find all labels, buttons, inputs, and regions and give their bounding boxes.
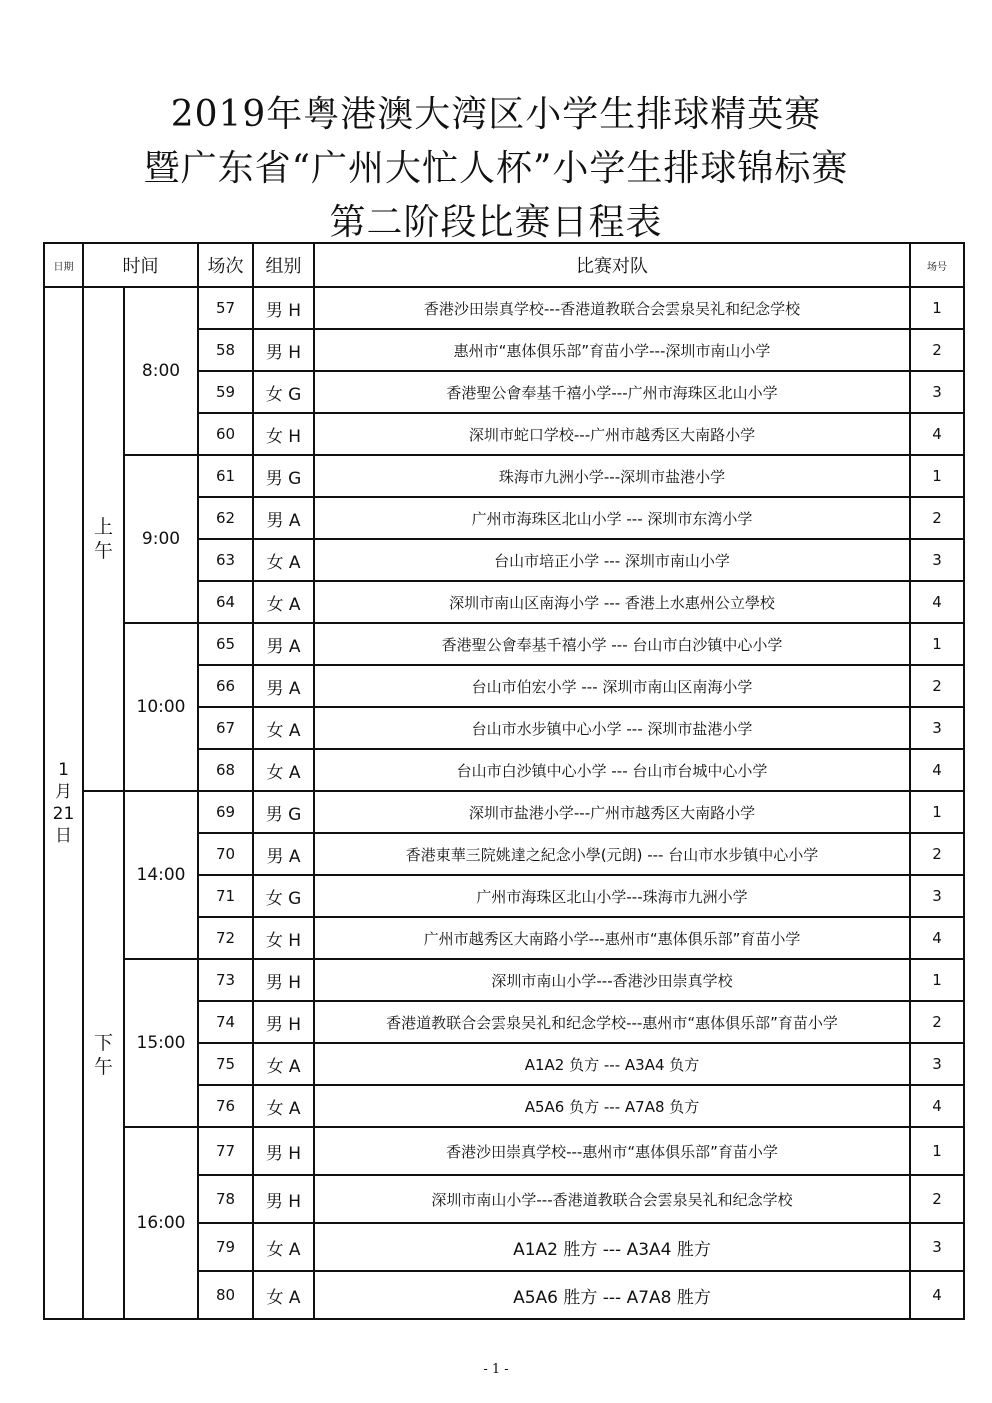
table-row: [44, 1127, 964, 1175]
table-row: [44, 623, 964, 665]
match-number: 76: [198, 1085, 253, 1127]
header-date: 日期: [44, 243, 83, 287]
match-number: 67: [198, 707, 253, 749]
court-number: 1: [910, 623, 964, 665]
half-pm-text: 下: [93, 1032, 113, 1054]
match-teams: 深圳市南山区南海小学 --- 香港上水惠州公立學校: [314, 581, 910, 623]
court-number: 2: [910, 665, 964, 707]
header-group: 组别: [253, 243, 314, 287]
group-label: 女 A: [253, 1271, 314, 1319]
match-number: 60: [198, 413, 253, 455]
group-label: 女 A: [253, 1085, 314, 1127]
match-number: 75: [198, 1043, 253, 1085]
table-row: [44, 455, 964, 497]
table-row: [44, 791, 964, 833]
group-label: 男 H: [253, 959, 314, 1001]
match-teams: 香港聖公會奉基千禧小学 --- 台山市白沙镇中心小学: [314, 623, 910, 665]
header-match: 场次: [198, 243, 253, 287]
group-label: 女 A: [253, 1223, 314, 1271]
half-am-text: 午: [93, 540, 113, 562]
match-number: 79: [198, 1223, 253, 1271]
court-number: 2: [910, 833, 964, 875]
page-number: - 1 -: [483, 1362, 509, 1377]
match-teams: 惠州市“惠体俱乐部”育苗小学---深圳市南山小学: [314, 329, 910, 371]
match-teams: 深圳市南山小学---香港沙田崇真学校: [314, 959, 910, 1001]
schedule-table: [43, 242, 965, 1320]
match-number: 72: [198, 917, 253, 959]
match-number: 65: [198, 623, 253, 665]
match-number: 64: [198, 581, 253, 623]
court-number: 3: [910, 707, 964, 749]
time-slot: 16:00: [124, 1127, 198, 1319]
match-teams: 深圳市蛇口学校---广州市越秀区大南路小学: [314, 413, 910, 455]
match-number: 80: [198, 1271, 253, 1319]
match-number: 58: [198, 329, 253, 371]
court-number: 1: [910, 791, 964, 833]
match-number: 73: [198, 959, 253, 1001]
court-number: 4: [910, 581, 964, 623]
group-label: 男 H: [253, 329, 314, 371]
group-label: 男 G: [253, 455, 314, 497]
match-teams: 香港沙田崇真学校---惠州市“惠体俱乐部”育苗小学: [314, 1127, 910, 1175]
match-number: 59: [198, 371, 253, 413]
group-label: 男 H: [253, 1127, 314, 1175]
title-line-2: 暨广东省“广州大忙人杯”小学生排球锦标赛: [143, 148, 849, 189]
match-number: 63: [198, 539, 253, 581]
match-teams: 台山市白沙镇中心小学 --- 台山市台城中心小学: [314, 749, 910, 791]
group-label: 女 G: [253, 371, 314, 413]
court-number: 4: [910, 917, 964, 959]
match-teams: 深圳市南山小学---香港道教联合会雲泉吴礼和纪念学校: [314, 1175, 910, 1223]
group-label: 女 A: [253, 581, 314, 623]
match-teams: 香港沙田崇真学校---香港道教联合会雲泉吴礼和纪念学校: [314, 287, 910, 329]
group-label: 女 A: [253, 539, 314, 581]
court-number: 3: [910, 1043, 964, 1085]
match-teams: 台山市水步镇中心小学 --- 深圳市盐港小学: [314, 707, 910, 749]
group-label: 男 A: [253, 833, 314, 875]
match-number: 68: [198, 749, 253, 791]
time-slot: 10:00: [124, 623, 198, 791]
match-teams: 广州市海珠区北山小学---珠海市九洲小学: [314, 875, 910, 917]
date-cell: [44, 287, 83, 1319]
court-number: 2: [910, 497, 964, 539]
court-number: 2: [910, 1001, 964, 1043]
group-label: 男 G: [253, 791, 314, 833]
match-teams: A5A6 胜方 --- A7A8 胜方: [314, 1271, 910, 1319]
court-number: 1: [910, 455, 964, 497]
court-number: 4: [910, 749, 964, 791]
match-teams: 深圳市盐港小学---广州市越秀区大南路小学: [314, 791, 910, 833]
court-number: 4: [910, 1085, 964, 1127]
match-number: 78: [198, 1175, 253, 1223]
half-am-cell: [83, 287, 124, 791]
half-am-text: 上: [93, 516, 113, 538]
match-teams: 广州市海珠区北山小学 --- 深圳市东湾小学: [314, 497, 910, 539]
header-time: 时间: [83, 243, 198, 287]
match-teams: A1A2 负方 --- A3A4 负方: [314, 1043, 910, 1085]
schedule-body: [44, 287, 964, 1319]
match-teams: 广州市越秀区大南路小学---惠州市“惠体俱乐部”育苗小学: [314, 917, 910, 959]
court-number: 2: [910, 329, 964, 371]
group-label: 女 A: [253, 707, 314, 749]
header-court: 场号: [910, 243, 964, 287]
group-label: 女 H: [253, 413, 314, 455]
date-text: 月: [55, 782, 72, 802]
header-row: [44, 243, 964, 287]
group-label: 男 A: [253, 497, 314, 539]
title-line-3: 第二阶段比赛日程表: [329, 202, 663, 243]
title-line-1: 2019年粤港澳大湾区小学生排球精英赛: [170, 94, 822, 135]
time-slot: 15:00: [124, 959, 198, 1127]
match-number: 62: [198, 497, 253, 539]
group-label: 男 H: [253, 287, 314, 329]
match-number: 57: [198, 287, 253, 329]
group-label: 女 A: [253, 749, 314, 791]
group-label: 女 A: [253, 1043, 314, 1085]
court-number: 1: [910, 959, 964, 1001]
table-row: [44, 959, 964, 1001]
half-pm-cell: [83, 791, 124, 1319]
match-number: 74: [198, 1001, 253, 1043]
match-number: 70: [198, 833, 253, 875]
group-label: 女 H: [253, 917, 314, 959]
match-teams: 珠海市九洲小学---深圳市盐港小学: [314, 455, 910, 497]
header-teams: 比赛对队: [314, 243, 910, 287]
document-title-block: [0, 88, 992, 250]
match-number: 71: [198, 875, 253, 917]
court-number: 1: [910, 1127, 964, 1175]
group-label: 男 H: [253, 1175, 314, 1223]
match-teams: 台山市培正小学 --- 深圳市南山小学: [314, 539, 910, 581]
time-slot: 14:00: [124, 791, 198, 959]
date-text: 21: [52, 804, 75, 824]
court-number: 4: [910, 413, 964, 455]
match-teams: A5A6 负方 --- A7A8 负方: [314, 1085, 910, 1127]
group-label: 男 A: [253, 665, 314, 707]
court-number: 2: [910, 1175, 964, 1223]
match-number: 66: [198, 665, 253, 707]
court-number: 3: [910, 539, 964, 581]
group-label: 男 H: [253, 1001, 314, 1043]
match-teams: 香港聖公會奉基千禧小学---广州市海珠区北山小学: [314, 371, 910, 413]
half-pm-text: 午: [93, 1056, 113, 1078]
match-number: 77: [198, 1127, 253, 1175]
court-number: 3: [910, 371, 964, 413]
time-slot: 8:00: [124, 287, 198, 455]
group-label: 男 A: [253, 623, 314, 665]
court-number: 1: [910, 287, 964, 329]
match-teams: 台山市伯宏小学 --- 深圳市南山区南海小学: [314, 665, 910, 707]
match-teams: 香港道教联合会雲泉吴礼和纪念学校---惠州市“惠体俱乐部”育苗小学: [314, 1001, 910, 1043]
table-row: [44, 287, 964, 329]
match-teams: A1A2 胜方 --- A3A4 胜方: [314, 1223, 910, 1271]
match-number: 69: [198, 791, 253, 833]
court-number: 3: [910, 1223, 964, 1271]
court-number: 3: [910, 875, 964, 917]
time-slot: 9:00: [124, 455, 198, 623]
date-text: 1: [58, 760, 69, 780]
match-teams: 香港東華三院姚達之紀念小學(元朗) --- 台山市水步镇中心小学: [314, 833, 910, 875]
match-number: 61: [198, 455, 253, 497]
group-label: 女 G: [253, 875, 314, 917]
court-number: 4: [910, 1271, 964, 1319]
date-text: 日: [55, 826, 72, 846]
